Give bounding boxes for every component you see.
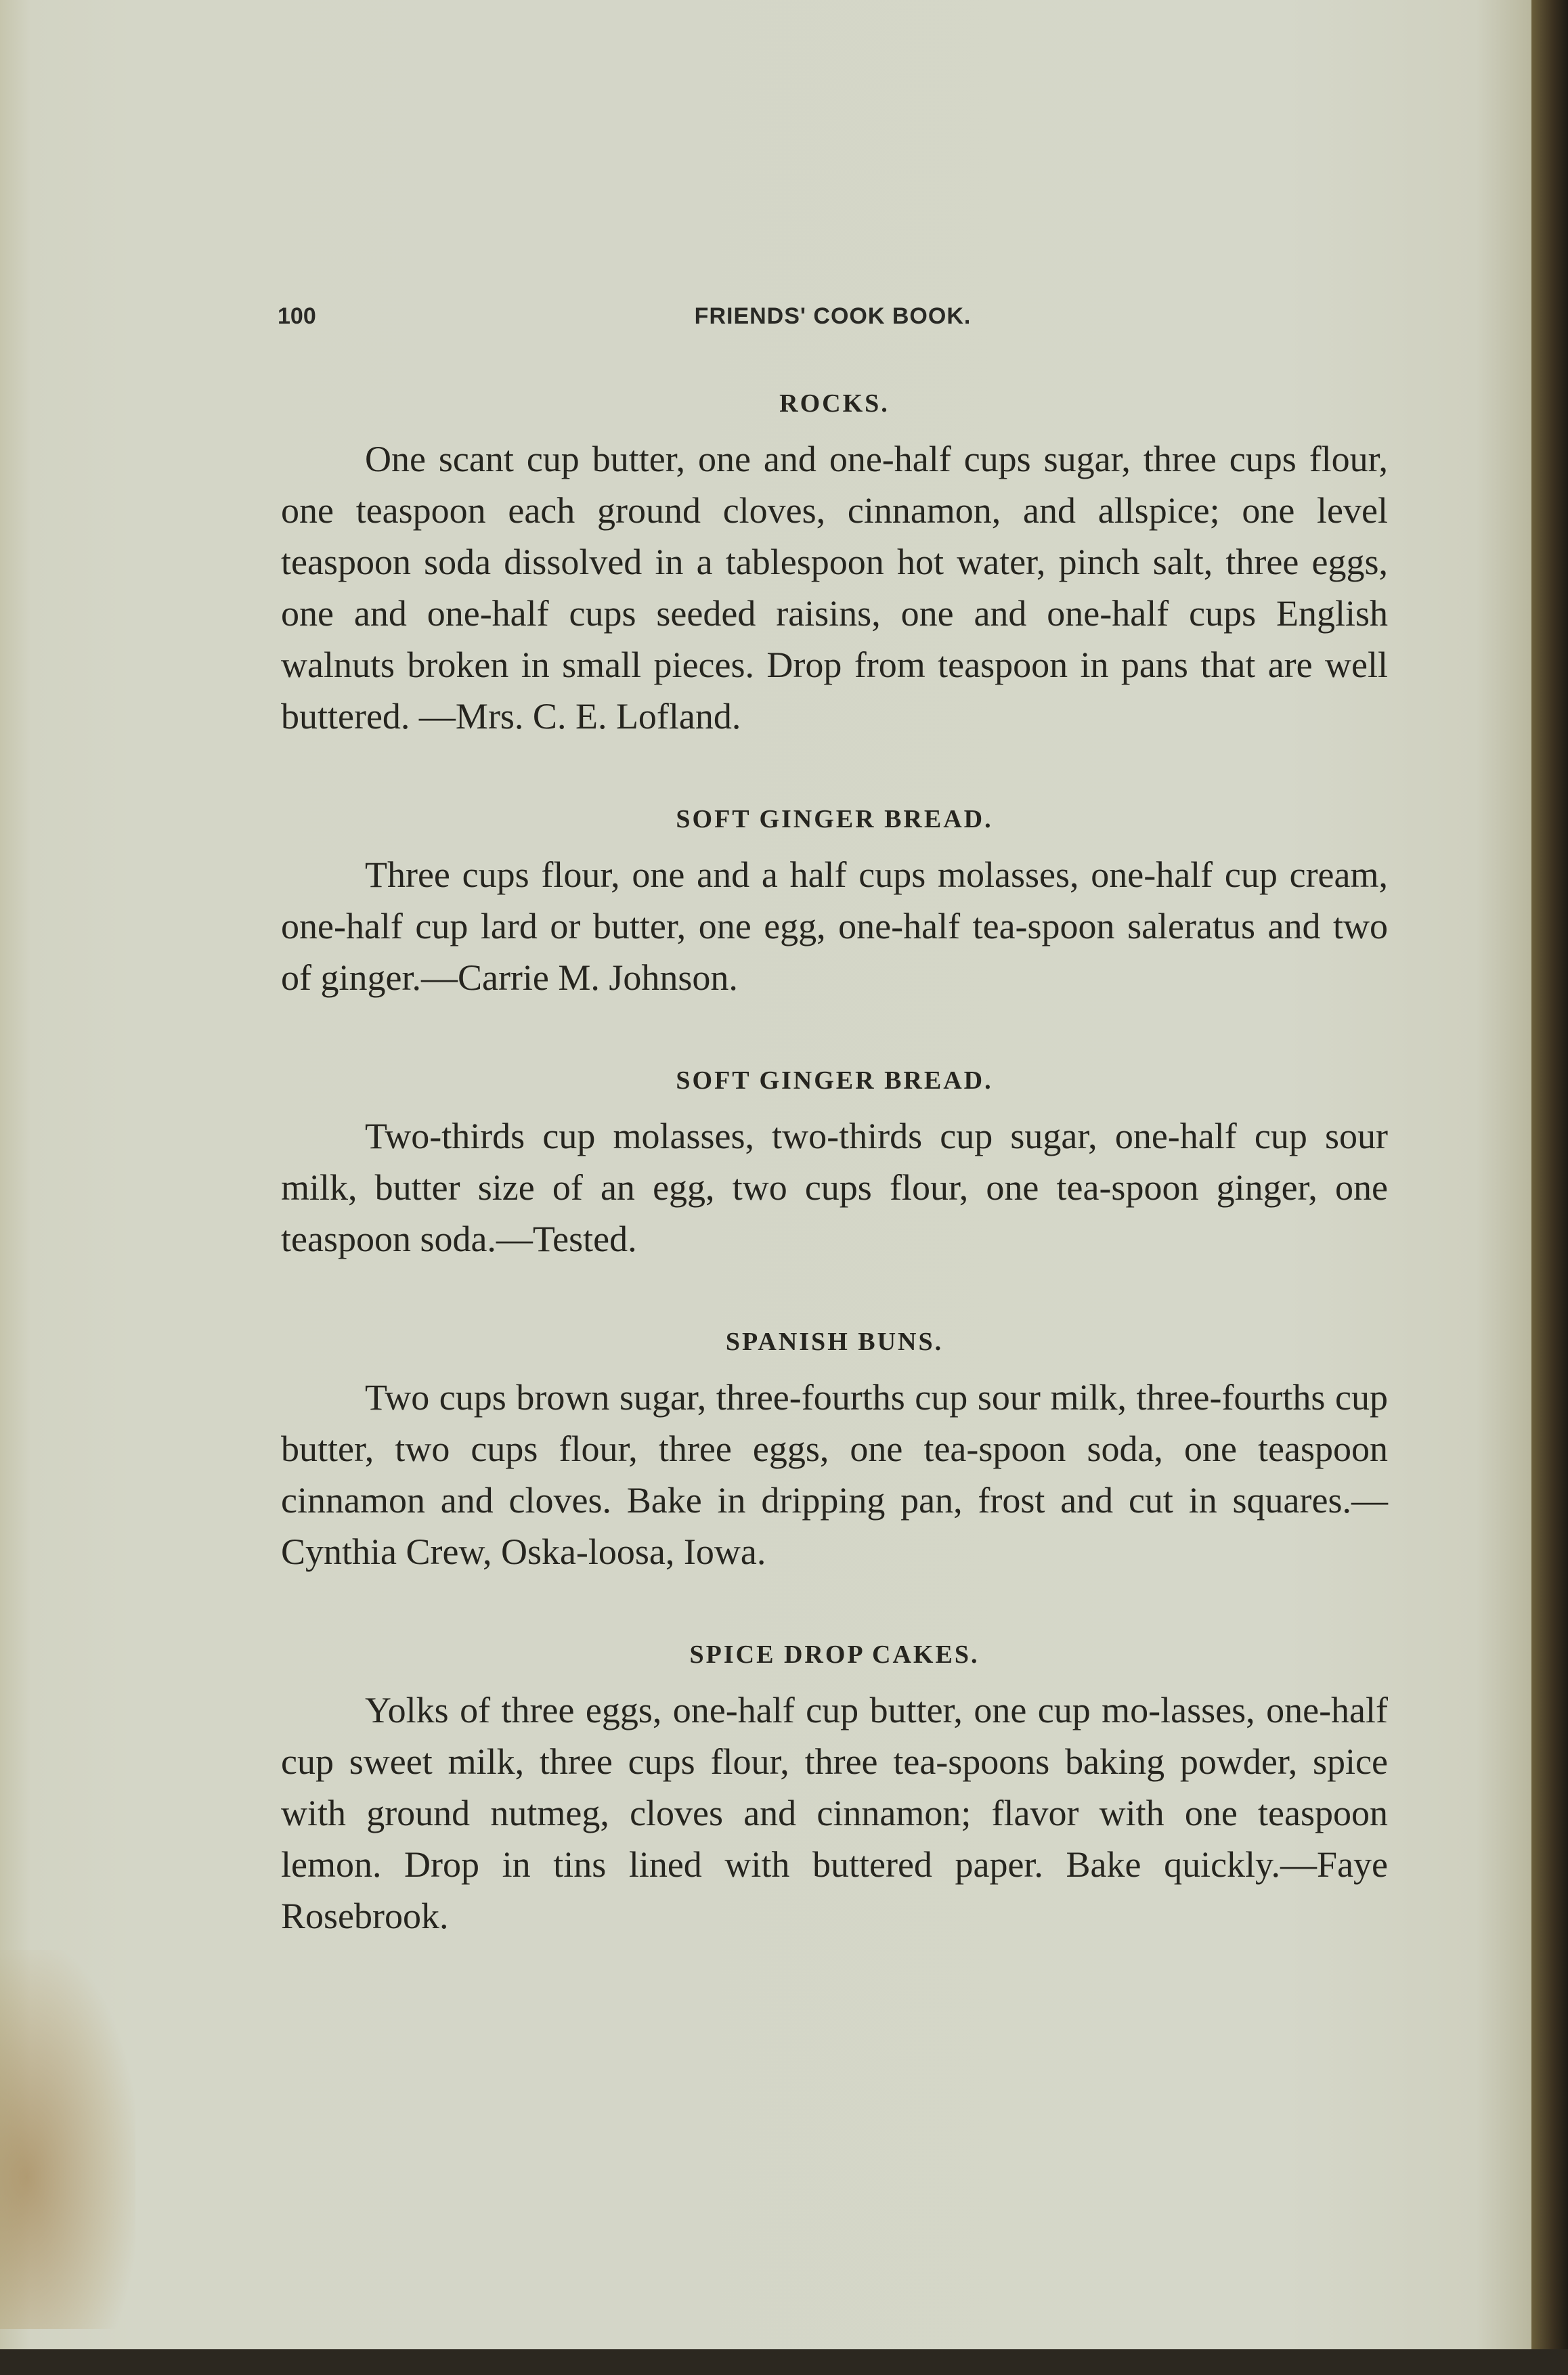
- page-stain: [0, 1950, 135, 2329]
- recipe-spice-drop-cakes: [281, 1630, 1388, 1942]
- recipe-body: Three cups flour, one and a half cups molasses, one-half cup cream, one-half cup lard or butter, one egg, one-half tea-spoon saleratus and two of ginger.—Carrie M. Johnson.: [281, 854, 1388, 998]
- recipe-title: SPICE DROP CAKES.: [689, 1640, 980, 1669]
- page-number: 100: [278, 303, 316, 329]
- recipe-title: SPANISH BUNS.: [725, 1328, 944, 1356]
- recipe-soft-ginger-bread-2: [281, 1056, 1388, 1265]
- recipe-body: Two cups brown sugar, three-fourths cup sour milk, three-fourths cup butter, two cups flour, three eggs, one tea-spoon soda, one teaspoon cinnamon and cloves. Bake in dripping pan, frost and cut in squares.—Cynthia Crew, Oska-loosa, Iowa.: [281, 1377, 1388, 1572]
- recipe-rocks: [281, 379, 1388, 742]
- recipe-body: One scant cup butter, one and one-half cups sugar, three cups flour, one teaspoon each ground cloves, cinnamon, and allspice; one level teaspoon soda dissolved in a tablespoon hot water, pinch salt, three eggs, one and one-half cups seeded raisins, one and one-half cups English walnuts broken in small pieces. Drop from teaspoon in pans that are well buttered. —Mrs. C. E. Lofland.: [281, 439, 1388, 737]
- recipe-title: SOFT GINGER BREAD.: [676, 805, 993, 833]
- recipe-body: Yolks of three eggs, one-half cup butter, one cup mo-lasses, one-half cup sweet milk, three cups flour, three tea-spoons baking powder, spice with ground nutmeg, cloves and cinnamon; flavor with one teaspoon lemon. Drop in tins lined with buttered paper. Bake quickly.—Faye Rosebrook.: [281, 1690, 1388, 1936]
- book-binding-gutter: [1531, 0, 1568, 2375]
- recipe-title: ROCKS.: [779, 389, 890, 418]
- running-title: FRIENDS' COOK BOOK.: [694, 303, 972, 329]
- recipe-spanish-buns: [281, 1317, 1388, 1577]
- recipe-list: [281, 379, 1388, 1942]
- recipe-body: Two-thirds cup molasses, two-thirds cup sugar, one-half cup sour milk, butter size of an egg, two cups flour, one tea-spoon ginger, one teaspoon soda.—Tested.: [281, 1116, 1388, 1259]
- page-bottom-edge: [0, 2349, 1568, 2375]
- recipe-title: SOFT GINGER BREAD.: [676, 1066, 993, 1095]
- recipe-soft-ginger-bread-1: [281, 795, 1388, 1003]
- page-header: [278, 303, 1388, 337]
